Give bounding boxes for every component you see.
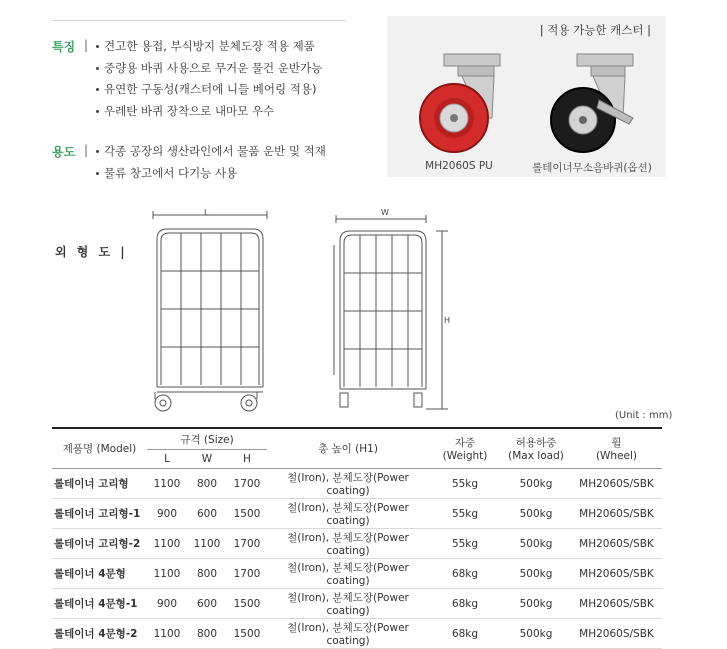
spec-table: [52, 427, 662, 649]
header-wheel: 휠 (Wheel): [571, 428, 662, 469]
table-row: 롤테이너 고리형 1100 800 1700 철(Iron), 분체도장(Power coating) 55kg 500kg MH2060S/SBK: [52, 469, 662, 499]
table-row: 롤테이너 4문형-1 900 600 1500 철(Iron), 분체도장(Power coating) 68kg 500kg MH2060S/SBK: [52, 589, 662, 619]
dimension-w: W: [381, 208, 389, 217]
front-view-drawing: [145, 205, 275, 415]
features-list: [96, 38, 322, 124]
header-material: 총 높이 (H1): [267, 428, 429, 469]
features-separator: |: [84, 38, 89, 52]
table-row: 롤테이너 고리형-1 900 600 1500 철(Iron), 분체도장(Power coating) 55kg 500kg MH2060S/SBK: [52, 499, 662, 529]
caster-caption: MH2060S PU: [425, 160, 493, 172]
caster-caption: 롤테이너무소음바퀴(옵션): [532, 162, 652, 174]
list-item: 각종 공장의 생산라인에서 물품 운반 및 적재: [96, 143, 326, 165]
table-row: 롤테이너 4문형 1100 800 1700 철(Iron), 분체도장(Power coating) 68kg 500kg MH2060S/SBK: [52, 559, 662, 589]
usage-list: [96, 143, 326, 187]
dimension-h: H: [444, 316, 451, 325]
red-caster-image: [414, 48, 506, 158]
bullet-icon: [96, 88, 99, 91]
features-label: 특징: [52, 40, 76, 54]
table-row: 롤테이너 4문형-2 1100 800 1500 철(Iron), 분체도장(Power coating) 68kg 500kg MH2060S/SBK: [52, 619, 662, 649]
list-item: 우레탄 바퀴 장착으로 내마모 우수: [96, 103, 322, 125]
header-load: 허용하중 (Max load): [501, 428, 571, 469]
list-item: 견고한 용접, 부식방지 분체도장 적용 제품: [96, 38, 322, 60]
list-item: 유연한 구동성(캐스터에 니들 베어링 적용): [96, 81, 322, 103]
side-view-drawing: [330, 205, 460, 415]
usage-separator: |: [84, 143, 89, 157]
bullet-icon: [96, 150, 99, 153]
dimension-l: L: [204, 208, 209, 217]
header-l: L: [147, 450, 187, 469]
usage-label: 용도: [52, 145, 76, 159]
header-w: W: [187, 450, 227, 469]
black-caster-image: [543, 48, 639, 158]
bullet-icon: [96, 45, 99, 48]
header-size: 규격 (Size): [147, 428, 267, 450]
bullet-icon: [96, 172, 99, 175]
header-h: H: [227, 450, 267, 469]
unit-note: (Unit : mm): [615, 410, 673, 421]
drawing-label: 외 형 도 |: [55, 245, 128, 259]
bullet-icon: [96, 67, 99, 70]
top-divider: [52, 20, 346, 21]
header-model: 제품명 (Model): [52, 428, 147, 469]
list-item: 중량용 바퀴 사용으로 무거운 물건 운반가능: [96, 60, 322, 82]
table-row: 롤테이너 고리형-2 1100 1100 1700 철(Iron), 분체도장(Power coating) 55kg 500kg MH2060S/SBK: [52, 529, 662, 559]
header-weight: 자중 (Weight): [429, 428, 501, 469]
list-item: 물류 창고에서 다기능 사용: [96, 165, 326, 187]
caster-panel-title: | 적용 가능한 캐스터 |: [539, 23, 651, 37]
bullet-icon: [96, 110, 99, 113]
